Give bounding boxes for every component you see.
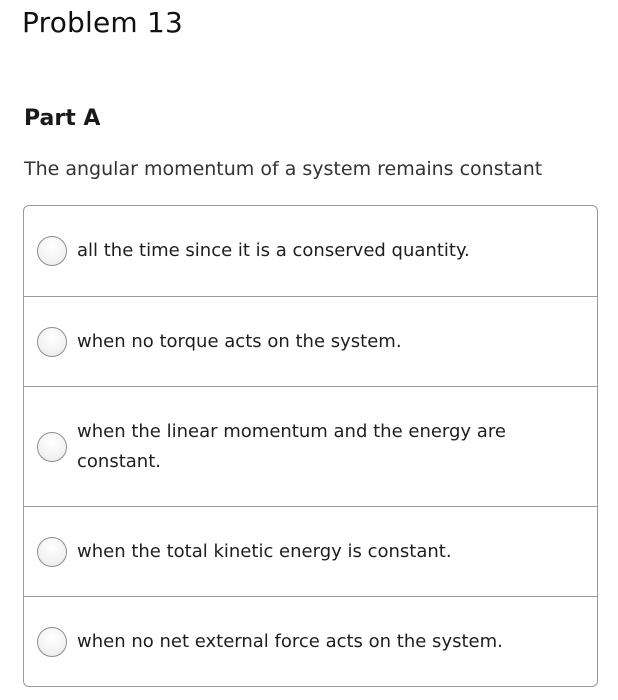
answer-option[interactable] (24, 206, 597, 296)
answer-option-label: all the time since it is a conserved quantity. (77, 240, 470, 261)
answer-option[interactable] (24, 596, 597, 687)
answer-option[interactable] (24, 506, 597, 596)
radio-button[interactable] (37, 432, 67, 462)
answer-option[interactable] (24, 296, 597, 386)
radio-button[interactable] (37, 327, 67, 357)
question-text: The angular momentum of a system remains constant (24, 158, 543, 180)
radio-button[interactable] (37, 236, 67, 266)
problem-title: Problem 13 (22, 6, 184, 39)
radio-button[interactable] (37, 627, 67, 657)
answer-options (23, 205, 598, 687)
answer-option-label: when the total kinetic energy is constant. (77, 541, 452, 562)
answer-option-label: when the linear momentum and the energy are constant. (77, 421, 506, 472)
answer-option-label: when no torque acts on the system. (77, 331, 402, 352)
answer-option[interactable] (24, 386, 597, 506)
radio-button[interactable] (37, 537, 67, 567)
part-title: Part A (24, 106, 101, 131)
answer-option-label: when no net external force acts on the system. (77, 631, 503, 652)
